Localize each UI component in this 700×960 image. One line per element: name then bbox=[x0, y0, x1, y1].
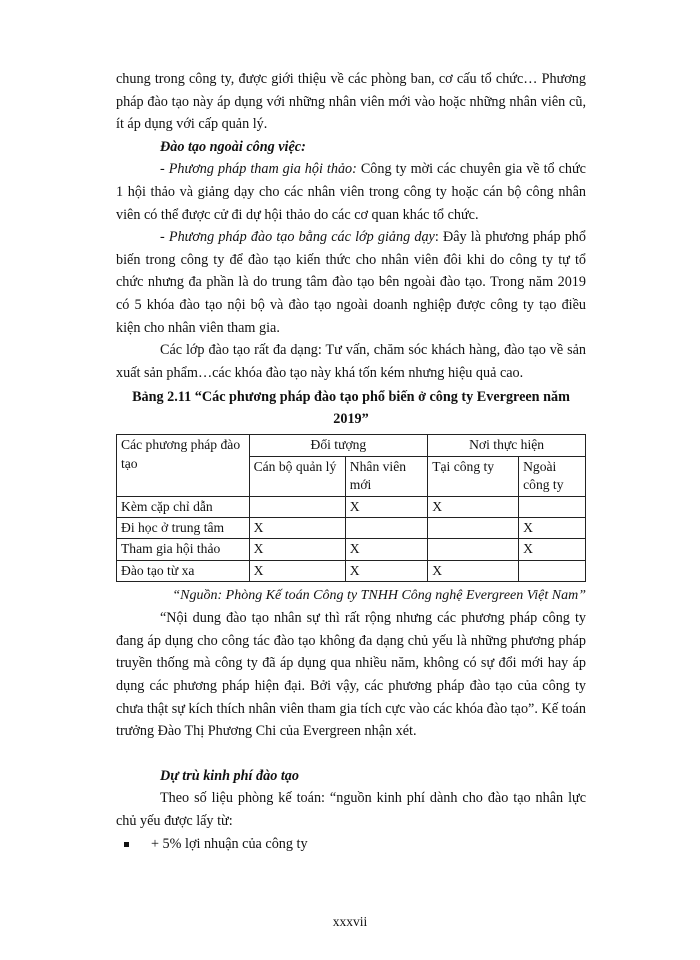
cell-method: Đào tạo từ xa bbox=[117, 560, 250, 581]
square-bullet-icon bbox=[124, 842, 129, 847]
cell-outside bbox=[519, 560, 586, 581]
cell-manager: X bbox=[249, 539, 345, 560]
classes-text: : Đây là phương pháp phổ biến trong công ty để đào tạo kiến thức cho nhân viên đôi khi do công ty tự tổ chức nhưng đa phần là do trung tâm đào tạo bên ngoài đào tạo. Trong năm 2019 có 5 khóa đào tạo nội bộ và đào tạo ngoài doanh nghiệp được công ty tạo điều kiện cho nhân viên tham gia. bbox=[116, 229, 586, 336]
table-caption: Bảng 2.11 “Các phương pháp đào tạo phổ biến ở công ty Evergreen năm 2019” bbox=[132, 389, 570, 428]
table-row bbox=[117, 539, 586, 560]
cell-outside bbox=[519, 496, 586, 517]
header-method: Các phương pháp đào tạo bbox=[117, 435, 250, 496]
cell-in-company: X bbox=[428, 560, 519, 581]
paragraph-budget-intro: Theo số liệu phòng kế toán: “nguồn kinh phí dành cho đào tạo nhân lực chủ yếu được lấy từ: bbox=[116, 790, 586, 829]
training-methods-table bbox=[116, 434, 586, 582]
heading-budget: Dự trù kinh phí đào tạo bbox=[160, 767, 299, 784]
table-header-row bbox=[117, 435, 586, 456]
cell-new-staff: X bbox=[345, 560, 427, 581]
paragraph-classes bbox=[116, 226, 586, 339]
cell-new-staff bbox=[345, 517, 427, 538]
paragraph-diversity: Các lớp đào tạo rất đa dạng: Tư vấn, chăm sóc khách hàng, đào tạo về sản xuất sản phẩm…các khóa đào tạo này khá tốn kém nhưng hiệu quả cao. bbox=[116, 342, 586, 381]
header-manager: Cán bộ quản lý bbox=[249, 456, 345, 496]
paragraph-intro: chung trong công ty, được giới thiệu về các phòng ban, cơ cấu tổ chức… Phương pháp đào tạo này áp dụng với những nhân viên mới vào hoặc những nhân viên cũ, ít áp dụng với cấp quản lý. bbox=[116, 71, 586, 133]
bullet-item bbox=[116, 833, 586, 856]
heading-offjob-training: Đào tạo ngoài công việc: bbox=[160, 138, 306, 155]
cell-manager: X bbox=[249, 517, 345, 538]
cell-manager bbox=[249, 496, 345, 517]
header-object-group: Đối tượng bbox=[249, 435, 428, 456]
cell-in-company bbox=[428, 539, 519, 560]
seminar-label: - Phương pháp tham gia hội thảo: bbox=[160, 161, 357, 178]
bullet-text: + 5% lợi nhuận của công ty bbox=[151, 835, 308, 852]
header-new-staff: Nhân viên mới bbox=[345, 456, 427, 496]
cell-outside: X bbox=[519, 517, 586, 538]
seminar-text: Công ty mời các chuyên gia về tổ chức 1 hội thảo và giảng dạy cho các nhân viên trong công ty hoặc cán bộ công nhân viên có thể được cử đi dự hội thảo do các cơ quan khác tổ chức. bbox=[116, 161, 586, 223]
paragraph-seminar bbox=[116, 158, 586, 226]
cell-method: Tham gia hội thảo bbox=[117, 539, 250, 560]
cell-manager: X bbox=[249, 560, 345, 581]
header-place-group: Nơi thực hiện bbox=[428, 435, 586, 456]
header-in-company: Tại công ty bbox=[428, 456, 519, 496]
cell-in-company bbox=[428, 517, 519, 538]
cell-method: Đi học ở trung tâm bbox=[117, 517, 250, 538]
table-row bbox=[117, 496, 586, 517]
cell-in-company: X bbox=[428, 496, 519, 517]
table-row bbox=[117, 560, 586, 581]
cell-method: Kèm cặp chỉ dẫn bbox=[117, 496, 250, 517]
table-source: “Nguồn: Phòng Kế toán Công ty TNHH Công nghệ Evergreen Việt Nam” bbox=[172, 588, 586, 604]
classes-label: - Phương pháp đào tạo bằng các lớp giảng dạy bbox=[160, 229, 435, 246]
cell-new-staff: X bbox=[345, 539, 427, 560]
table-row bbox=[117, 517, 586, 538]
document-page bbox=[116, 68, 586, 855]
cell-new-staff: X bbox=[345, 496, 427, 517]
cell-outside: X bbox=[519, 539, 586, 560]
spacer bbox=[116, 743, 586, 765]
header-outside: Ngoài công ty bbox=[519, 456, 586, 496]
page-number: xxxvii bbox=[332, 914, 368, 929]
paragraph-quote: “Nội dung đào tạo nhân sự thì rất rộng nhưng các phương pháp công ty đang áp dụng cho công tác đào tạo không đa dạng chủ yếu là những phương pháp truyền thống mà công ty đã áp dụng qua nhiều năm, không có sự đổi mới hay áp dụng các phương pháp hiện đại. Bởi vậy, các phương pháp đào tạo của công ty chưa thật sự kích thích nhân viên tham gia tích cực vào các khóa đào tạo”. Kế toán trưởng Đào Thị Phương Chi của Evergreen nhận xét. bbox=[116, 610, 586, 740]
